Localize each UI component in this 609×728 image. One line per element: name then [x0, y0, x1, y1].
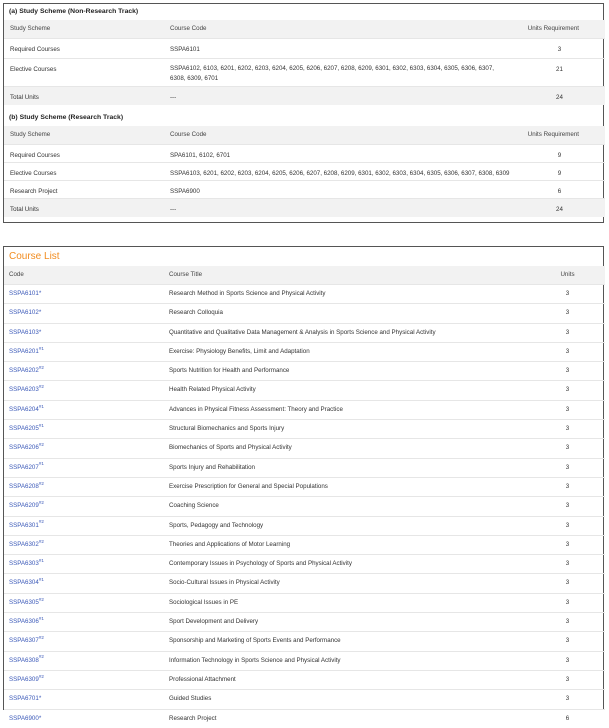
- course-mark: *: [38, 695, 42, 703]
- course-code-cell: [4, 362, 164, 381]
- study-scheme-panel: [3, 3, 604, 223]
- course-units-cell: 3: [530, 458, 605, 477]
- course-code-cell: [4, 285, 164, 304]
- course-units-cell: 3: [530, 342, 605, 361]
- course-code: SSPA6203: [9, 386, 39, 394]
- course-list-title: Course List: [9, 251, 60, 262]
- units-header: Units Requirement: [514, 20, 605, 39]
- course-code-cell: [4, 323, 164, 342]
- course-code-cell: [4, 709, 164, 728]
- course-units-cell: 3: [530, 362, 605, 381]
- course-row: [4, 477, 605, 496]
- table-row: [4, 180, 605, 198]
- course-code-link[interactable]: [9, 480, 44, 490]
- course-code-link[interactable]: [9, 502, 44, 509]
- course-code-cell: [4, 381, 164, 400]
- course-mark: #1: [38, 345, 44, 351]
- course-mark: #2: [38, 538, 44, 544]
- units-cell: 9: [514, 144, 605, 162]
- course-units-cell: 3: [530, 516, 605, 535]
- course-title-cell: Guided Studies: [164, 690, 530, 709]
- course-units-cell: 3: [530, 690, 605, 709]
- course-units-cell: 3: [530, 651, 605, 670]
- course-code: SSPA6307: [9, 637, 39, 645]
- course-title-cell: Sport Development and Delivery: [164, 613, 530, 632]
- course-code-link[interactable]: [9, 461, 44, 471]
- course-row: [4, 574, 605, 593]
- course-title-cell: Coaching Science: [164, 497, 530, 516]
- course-code-link[interactable]: [9, 615, 44, 626]
- course-code: SSPA6206: [9, 444, 39, 452]
- scheme-cell: Total Units: [4, 198, 164, 217]
- course-row: [4, 458, 605, 477]
- course-code-cell: [4, 690, 164, 709]
- course-units-cell: 3: [530, 574, 605, 593]
- course-row: [4, 342, 605, 361]
- code-cell: SSPA6101: [164, 39, 514, 59]
- units-cell: 24: [514, 87, 605, 105]
- course-code-cell: [4, 342, 164, 361]
- scheme-cell: Research Project: [4, 180, 164, 198]
- course-code: SSPA6202: [9, 367, 39, 375]
- course-code: SSPA6205: [9, 425, 39, 433]
- course-code-link[interactable]: [9, 695, 41, 702]
- scheme-cell: Required Courses: [4, 39, 164, 59]
- code-cell: SSPA6102, 6103, 6201, 6202, 6203, 6204, 6205, 6206, 6207, 6208, 6209, 6301, 6302, 6303, 6304, 6305, 6306, 6307, 6308, 6309, 6701: [164, 59, 514, 87]
- course-code-link[interactable]: [9, 596, 44, 606]
- course-code-link[interactable]: [9, 345, 44, 355]
- course-code: SSPA6900: [9, 714, 39, 722]
- course-row: [4, 304, 605, 323]
- course-code: SSPA6102: [9, 309, 39, 317]
- course-code-cell: [4, 516, 164, 535]
- course-title-cell: Sports Nutrition for Health and Performance: [164, 362, 530, 381]
- course-code-cell: [4, 439, 164, 458]
- course-title-cell: Health Related Physical Activity: [164, 381, 530, 400]
- course-code: SSPA6204: [9, 405, 39, 413]
- units-cell: 6: [514, 180, 605, 198]
- course-code: SSPA6301: [9, 521, 39, 529]
- course-mark: #2: [38, 480, 44, 486]
- scheme-b-table: [4, 126, 605, 218]
- course-code-link[interactable]: [9, 444, 44, 451]
- course-code-cell: [4, 555, 164, 574]
- course-row: [4, 497, 605, 516]
- course-code-link[interactable]: [9, 364, 44, 375]
- course-code-link[interactable]: [9, 715, 41, 722]
- course-code-link[interactable]: [9, 403, 44, 413]
- course-list-panel: [3, 246, 604, 722]
- course-title-cell: Quantitative and Qualitative Data Management & Analysis in Sports Science and Physical Activity: [164, 323, 530, 342]
- course-code-link[interactable]: [9, 557, 44, 568]
- course-title-cell: Research Project: [164, 709, 530, 728]
- table-row: [4, 198, 605, 217]
- course-code-cell: [4, 651, 164, 670]
- course-code-link[interactable]: [9, 329, 41, 336]
- course-units-cell: 3: [530, 420, 605, 439]
- course-code-cell: [4, 477, 164, 496]
- course-code-link[interactable]: [9, 422, 44, 433]
- course-title-cell: Professional Attachment: [164, 670, 530, 689]
- course-code-link[interactable]: [9, 637, 44, 644]
- course-title-cell: Sports, Pedagogy and Technology: [164, 516, 530, 535]
- course-units-cell: 3: [530, 593, 605, 612]
- scheme-cell: Total Units: [4, 87, 164, 105]
- course-code: SSPA6207: [9, 463, 39, 471]
- course-code: SSPA6103: [9, 328, 39, 336]
- course-code: SSPA6306: [9, 618, 39, 626]
- code-header: Code: [4, 266, 164, 285]
- course-code: SSPA6308: [9, 656, 39, 664]
- course-mark: *: [38, 290, 42, 297]
- course-title-cell: Exercise: Physiology Benefits, Limit and Adaptation: [164, 342, 530, 361]
- course-code: SSPA6201: [9, 347, 39, 355]
- scheme-cell: Required Courses: [4, 144, 164, 162]
- course-title-cell: Sports Injury and Rehabilitation: [164, 458, 530, 477]
- course-mark: #2: [38, 500, 44, 506]
- course-mark: #1: [38, 615, 44, 621]
- course-title-cell: Research Colloquia: [164, 304, 530, 323]
- course-title-cell: Biomechanics of Sports and Physical Activity: [164, 439, 530, 458]
- course-mark: #1: [38, 461, 44, 467]
- course-title-cell: Sociological Issues in PE: [164, 593, 530, 612]
- scheme-a-title: (a) Study Scheme (Non-Research Track): [9, 8, 139, 15]
- table-row: [4, 87, 605, 105]
- course-code-link[interactable]: [9, 290, 41, 297]
- course-title-cell: Contemporary Issues in Psychology of Sports and Physical Activity: [164, 555, 530, 574]
- course-row: [4, 381, 605, 400]
- course-title-cell: Theories and Applications of Motor Learning: [164, 535, 530, 554]
- course-units-cell: 3: [530, 400, 605, 419]
- table-row: [4, 39, 605, 59]
- scheme-header: Study Scheme: [4, 126, 164, 145]
- course-units-cell: 3: [530, 632, 605, 651]
- course-code-cell: [4, 535, 164, 554]
- course-list-table: [4, 266, 605, 728]
- course-mark: #1: [38, 422, 44, 428]
- course-row: [4, 690, 605, 709]
- course-code: SSPA6302: [9, 540, 39, 548]
- course-code-cell: [4, 574, 164, 593]
- course-mark: #2: [38, 673, 44, 679]
- code-header: Course Code: [164, 126, 514, 145]
- course-code: SSPA6209: [9, 502, 39, 510]
- scheme-a-table: [4, 20, 605, 105]
- course-row: [4, 420, 605, 439]
- course-row: [4, 593, 605, 612]
- course-row: [4, 439, 605, 458]
- course-row: [4, 323, 605, 342]
- course-row: [4, 651, 605, 670]
- course-units-cell: 3: [530, 381, 605, 400]
- units-cell: 9: [514, 162, 605, 180]
- code-cell: ---: [164, 198, 514, 217]
- course-row: [4, 555, 605, 574]
- course-code: SSPA6701: [9, 695, 39, 703]
- course-mark: #2: [38, 596, 44, 602]
- course-code-link[interactable]: [9, 386, 44, 393]
- course-code-cell: [4, 420, 164, 439]
- course-title-cell: Information Technology in Sports Science and Physical Activity: [164, 651, 530, 670]
- course-mark: #1: [38, 577, 44, 583]
- course-code: SSPA6303: [9, 560, 39, 568]
- course-units-cell: 3: [530, 497, 605, 516]
- scheme-b-title: (b) Study Scheme (Research Track): [9, 113, 124, 121]
- units-cell: 24: [514, 198, 605, 217]
- table-row: [4, 59, 605, 87]
- scheme-cell: Elective Courses: [4, 162, 164, 180]
- course-mark: *: [38, 328, 42, 336]
- course-row: [4, 516, 605, 535]
- course-units-cell: 3: [530, 285, 605, 304]
- course-title-cell: Research Method in Sports Science and Physical Activity: [164, 285, 530, 304]
- course-title-cell: Structural Biomechanics and Sports Injury: [164, 420, 530, 439]
- units-cell: 21: [514, 59, 605, 87]
- course-row: [4, 362, 605, 381]
- course-units-cell: 3: [530, 555, 605, 574]
- course-mark: #2: [38, 519, 44, 525]
- course-title-cell: Advances in Physical Fitness Assessment: Theory and Practice: [164, 400, 530, 419]
- course-mark: #2: [38, 442, 44, 448]
- course-code-cell: [4, 304, 164, 323]
- course-units-cell: 6: [530, 709, 605, 728]
- course-units-cell: 3: [530, 535, 605, 554]
- course-row: [4, 400, 605, 419]
- course-row: [4, 670, 605, 689]
- course-code-cell: [4, 400, 164, 419]
- course-title-cell: Socio-Cultural Issues in Physical Activity: [164, 574, 530, 593]
- course-code: SSPA6208: [9, 482, 39, 490]
- scheme-cell: Elective Courses: [4, 59, 164, 87]
- units-cell: 3: [514, 39, 605, 59]
- course-units-cell: 3: [530, 613, 605, 632]
- course-code-cell: [4, 670, 164, 689]
- course-mark: #2: [38, 384, 44, 390]
- course-row: [4, 285, 605, 304]
- course-code-cell: [4, 632, 164, 651]
- course-units-cell: 3: [530, 304, 605, 323]
- course-title-cell: Exercise Prescription for General and Special Populations: [164, 477, 530, 496]
- course-code: SSPA6305: [9, 598, 39, 606]
- course-code-cell: [4, 497, 164, 516]
- course-code-link[interactable]: [9, 654, 44, 664]
- table-row: [4, 144, 605, 162]
- course-code-cell: [4, 458, 164, 477]
- course-units-cell: 3: [530, 670, 605, 689]
- course-code-cell: [4, 593, 164, 612]
- course-code-link[interactable]: [9, 519, 44, 529]
- course-code-link[interactable]: [9, 673, 44, 683]
- scheme-header: Study Scheme: [4, 20, 164, 39]
- course-row: [4, 632, 605, 651]
- course-code-link[interactable]: [9, 538, 44, 548]
- course-row: [4, 613, 605, 632]
- course-title-header: Course Title: [164, 266, 530, 285]
- course-code-link[interactable]: [9, 309, 41, 316]
- units-header: Units: [530, 266, 605, 285]
- code-cell: ---: [164, 87, 514, 105]
- course-code-link[interactable]: [9, 579, 44, 586]
- table-row: [4, 162, 605, 180]
- course-mark: *: [38, 714, 42, 722]
- course-units-cell: 3: [530, 439, 605, 458]
- course-units-cell: 3: [530, 323, 605, 342]
- course-code-cell: [4, 613, 164, 632]
- course-mark: #1: [38, 403, 44, 409]
- course-row: [4, 709, 605, 728]
- course-units-cell: 3: [530, 477, 605, 496]
- course-mark: #2: [38, 364, 44, 370]
- course-mark: #1: [38, 557, 44, 563]
- code-cell: SSPA6900: [164, 180, 514, 198]
- code-cell: SSPA6103, 6201, 6202, 6203, 6204, 6205, 6206, 6207, 6208, 6209, 6301, 6302, 6303, 6304, 6305, 6306, 6307, 6308, 6309: [164, 162, 514, 180]
- course-mark: #2: [38, 635, 44, 641]
- code-cell: SPA6101, 6102, 6701: [164, 144, 514, 162]
- course-code: SSPA6304: [9, 579, 39, 587]
- course-code: SSPA6309: [9, 675, 39, 683]
- course-code: SSPA6101: [9, 290, 39, 297]
- course-mark: *: [38, 309, 42, 317]
- course-title-cell: Sponsorship and Marketing of Sports Events and Performance: [164, 632, 530, 651]
- course-mark: #2: [38, 654, 44, 660]
- code-header: Course Code: [164, 20, 514, 39]
- course-row: [4, 535, 605, 554]
- units-header: Units Requirement: [514, 126, 605, 145]
